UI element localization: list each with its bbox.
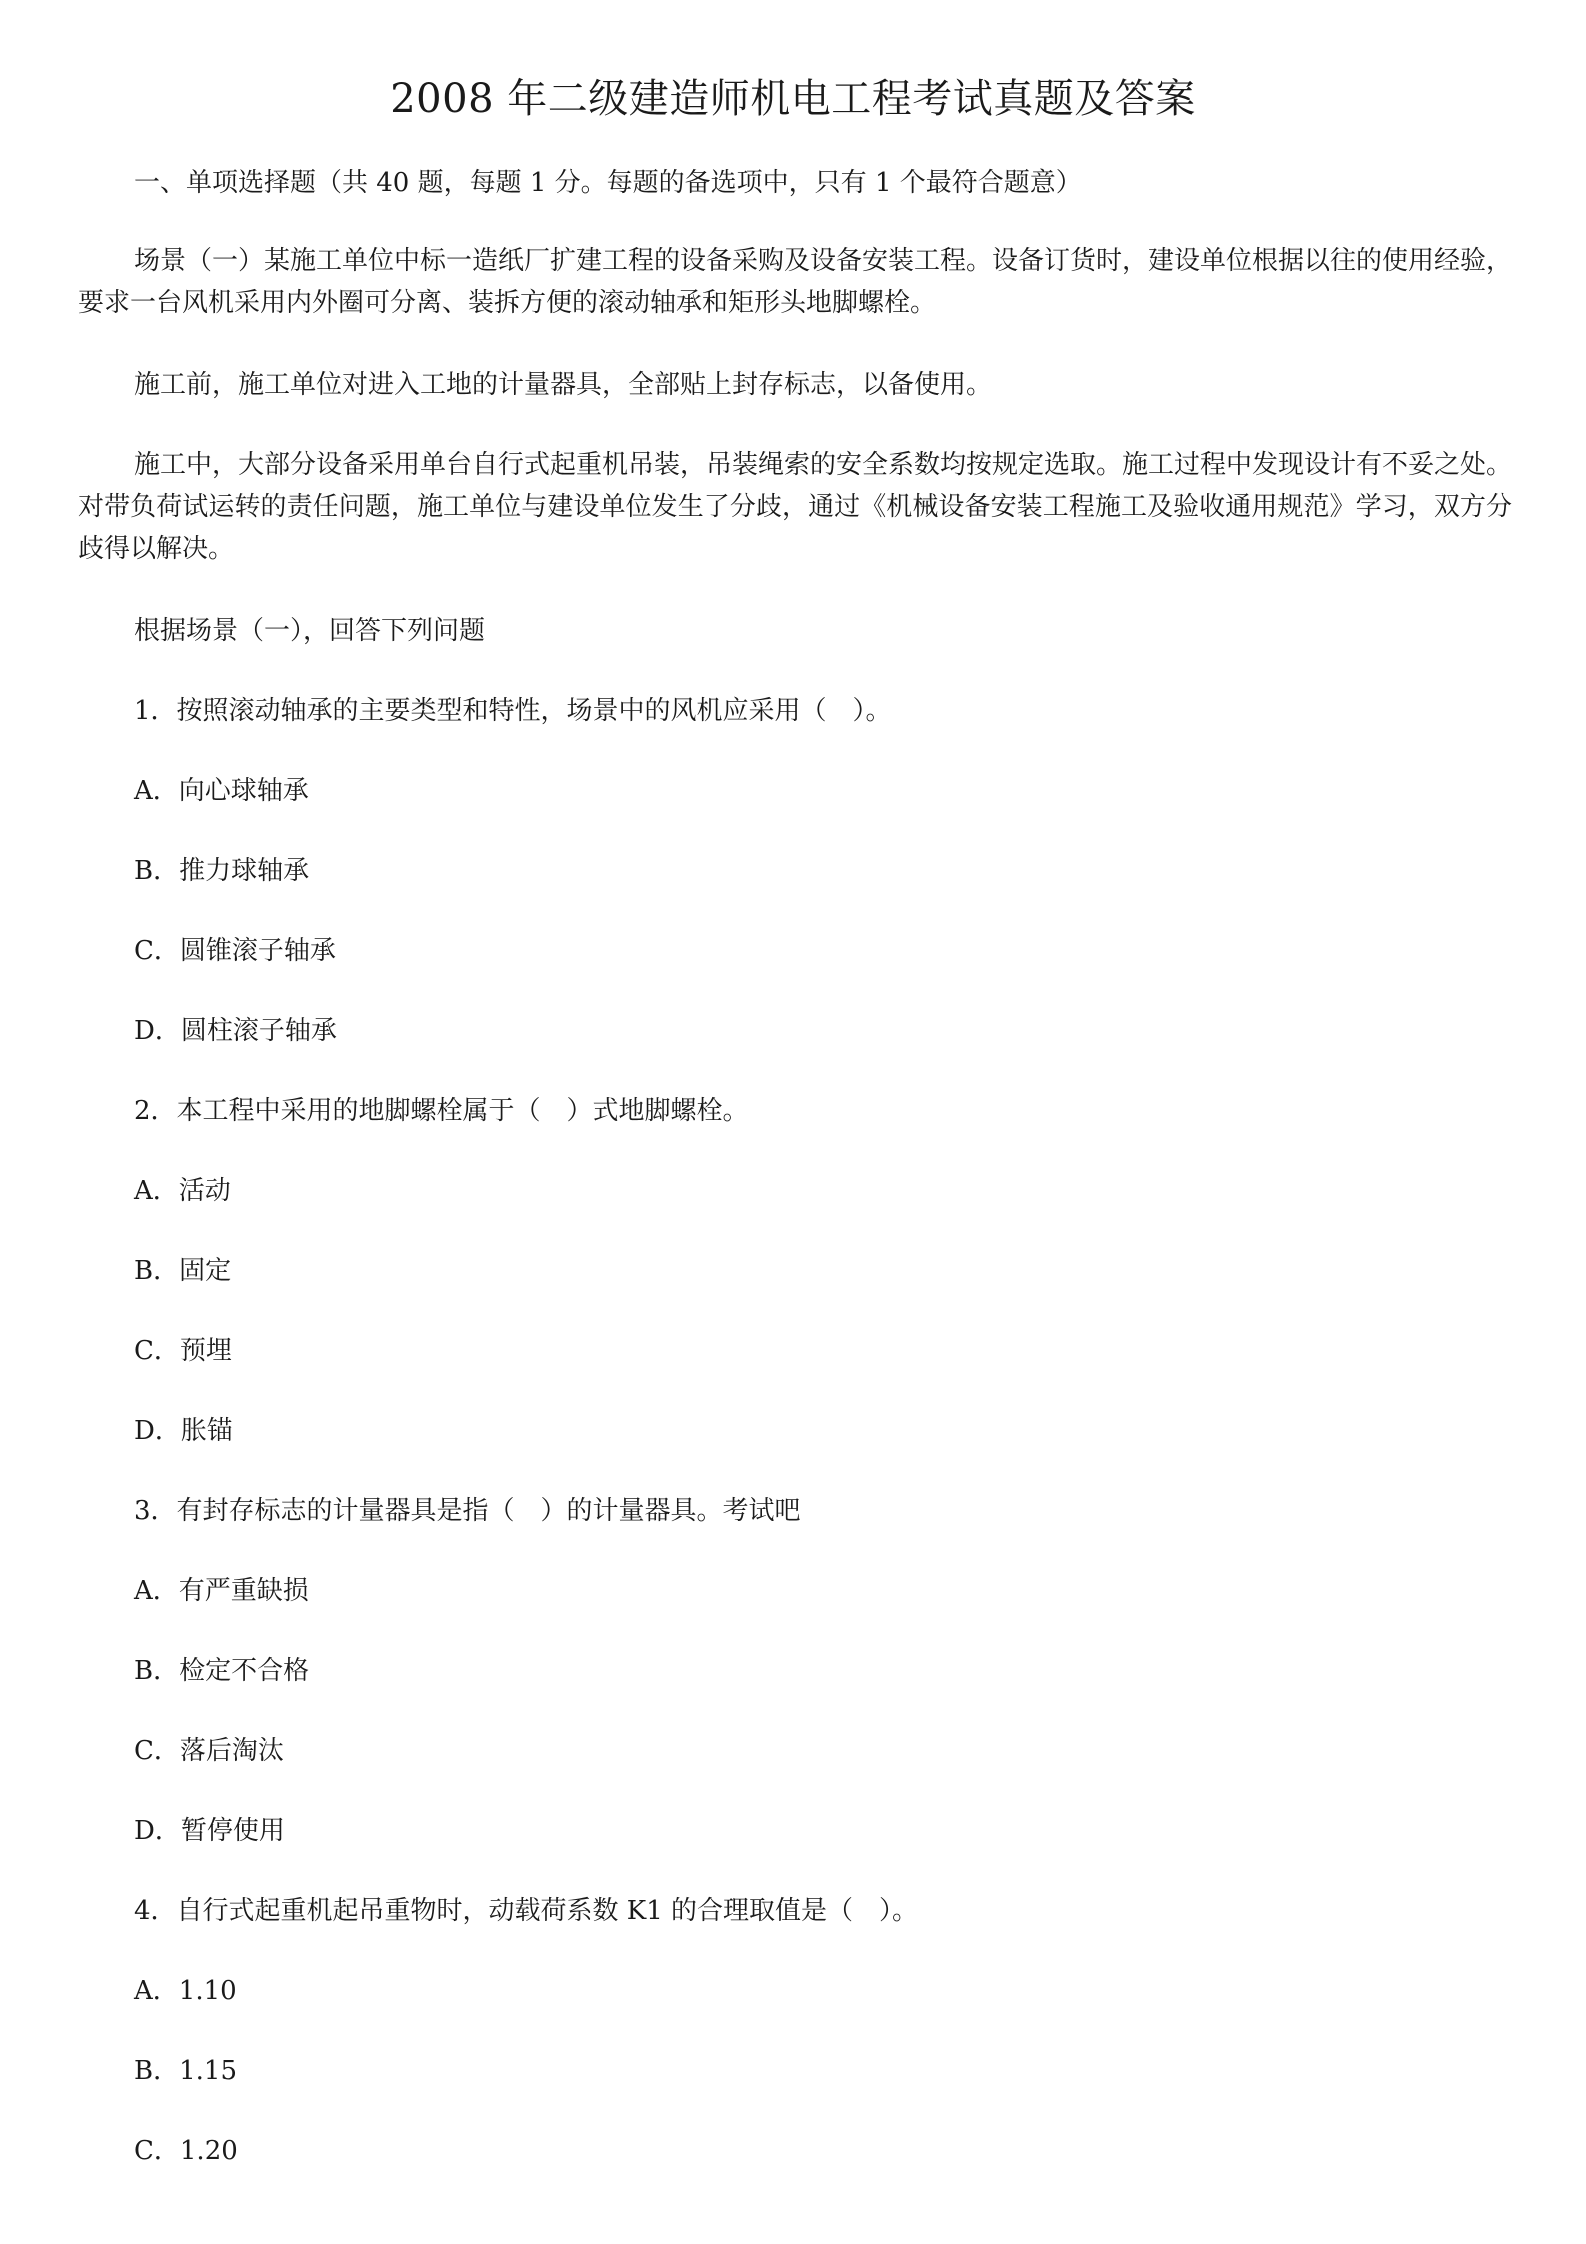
answer-option: B．检定不合格 [134, 1656, 310, 1686]
section-heading: 一、单项选择题（共 40 题，每题 1 分。每题的备选项中，只有 1 个最符合题意） [134, 168, 1082, 198]
scenario-paragraph-3: 施工中，大部分设备采用单台自行式起重机吊装，吊装绳索的安全系数均按规定选取。施工过程中发现设计有不妥之处。对带负荷试运转的责任问题，施工单位与建设单位发生了分歧，通过《机械设备安装工程施工及验收通用规范》学习，双方分歧得以解决。 [78, 450, 1513, 564]
answer-option: D．暂停使用 [134, 1816, 285, 1846]
answer-option: A．1.10 [134, 1976, 237, 2006]
question-stem: 2．本工程中采用的地脚螺栓属于（ ）式地脚螺栓。 [134, 1096, 749, 1126]
document-title: 2008 年二级建造师机电工程考试真题及答案 [390, 76, 1196, 122]
answer-option: C．圆锥滚子轴承 [134, 936, 336, 966]
answer-option: B．固定 [134, 1256, 232, 1286]
question-prompt: 根据场景（一），回答下列问题 [134, 616, 486, 646]
question-stem: 1．按照滚动轴承的主要类型和特性，场景中的风机应采用（ ）。 [134, 696, 892, 726]
question-stem: 3．有封存标志的计量器具是指（ ）的计量器具。考试吧 [134, 1496, 801, 1526]
answer-option: A．活动 [134, 1176, 231, 1206]
answer-option: A．向心球轴承 [134, 776, 309, 806]
answer-option: D．圆柱滚子轴承 [134, 1016, 337, 1046]
answer-option: B．推力球轴承 [134, 856, 310, 886]
answer-option: C．预埋 [134, 1336, 232, 1366]
answer-option: D．胀锚 [134, 1416, 233, 1446]
answer-option: B．1.15 [134, 2056, 237, 2086]
answer-option: A．有严重缺损 [134, 1576, 309, 1606]
question-stem: 4．自行式起重机起吊重物时，动载荷系数 K1 的合理取值是（ ）。 [134, 1896, 919, 1926]
answer-option: C．落后淘汰 [134, 1736, 284, 1766]
scenario-paragraph-2: 施工前，施工单位对进入工地的计量器具，全部贴上封存标志，以备使用。 [134, 370, 993, 400]
scenario-paragraph-1: 场景（一）某施工单位中标一造纸厂扩建工程的设备采购及设备安装工程。设备订货时，建设单位根据以往的使用经验，要求一台风机采用内外圈可分离、装拆方便的滚动轴承和矩形头地脚螺栓。 [78, 246, 1513, 318]
answer-option: C．1.20 [134, 2136, 238, 2166]
